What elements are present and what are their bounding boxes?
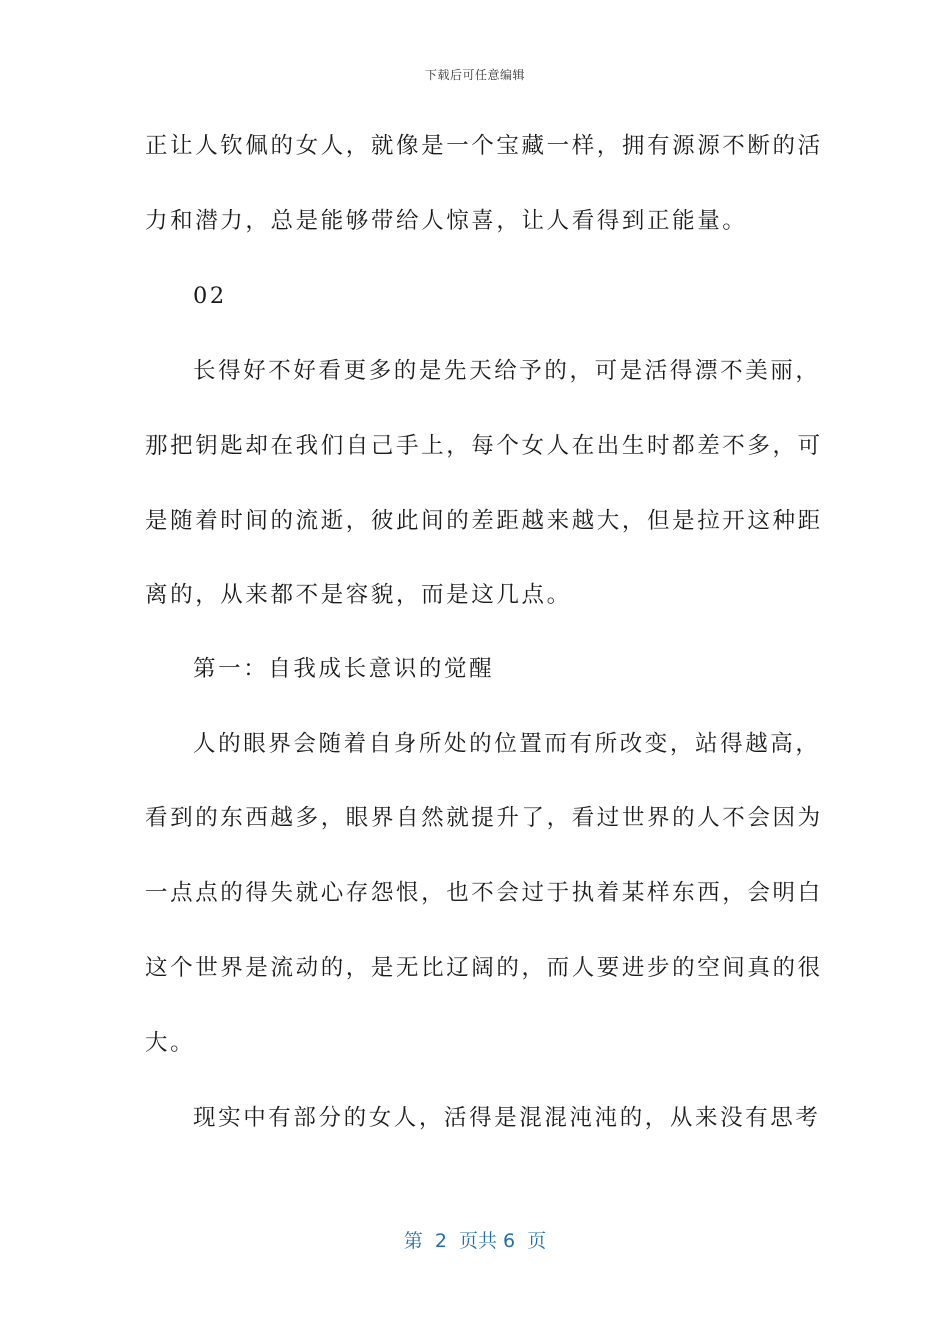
text-line: 力和潜力，总是能够带给人惊喜，让人看得到正能量。	[145, 208, 748, 234]
text-line: 大。	[145, 1030, 196, 1056]
text-line: 这个世界是流动的，是无比辽阔的，而人要进步的空间真的很	[145, 955, 823, 981]
text-line: 长得好不好看更多的是先天给予的，可是活得漂不美丽，	[193, 358, 821, 384]
text-line: 现实中有部分的女人，活得是混混沌沌的，从来没有思考	[193, 1105, 821, 1131]
text-line: 一点点的得失就心存怨恨，也不会过于执着某样东西，会明白	[145, 880, 823, 906]
text-line: 离的，从来都不是容貌，而是这几点。	[145, 582, 572, 608]
section-heading: 第一：自我成长意识的觉醒	[193, 656, 495, 682]
page-number-footer: 第 2 页共 6 页	[403, 1230, 547, 1252]
text-line: 是随着时间的流逝，彼此间的差距越来越大，但是拉开这种距	[145, 508, 823, 534]
text-line: 看到的东西越多，眼界自然就提升了，看过世界的人不会因为	[145, 805, 823, 831]
text-line: 正让人钦佩的女人，就像是一个宝藏一样，拥有源源不断的活	[145, 133, 823, 159]
section-number: 02	[193, 283, 227, 309]
text-line: 那把钥匙却在我们自己手上，每个女人在出生时都差不多，可	[145, 433, 823, 459]
text-line: 人的眼界会随着自身所处的位置而有所改变，站得越高，	[193, 731, 821, 757]
page-header: 下载后可任意编辑	[424, 68, 525, 82]
